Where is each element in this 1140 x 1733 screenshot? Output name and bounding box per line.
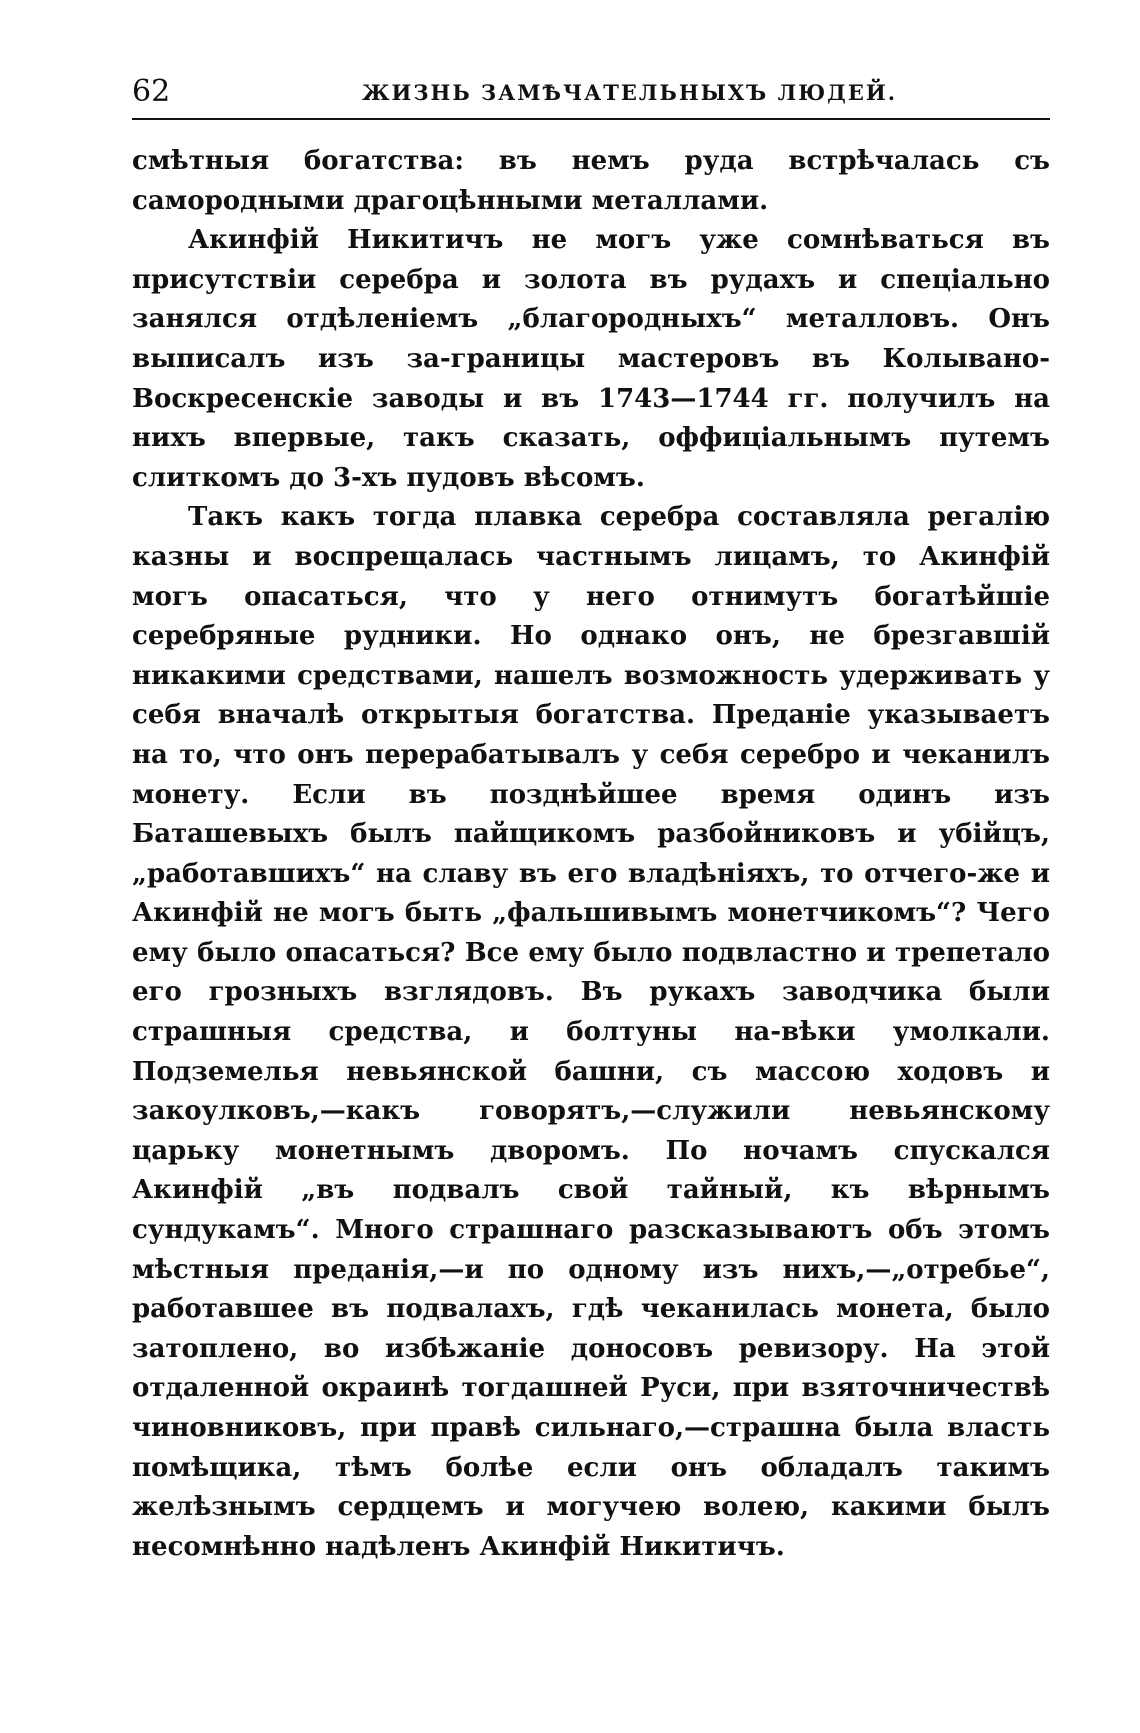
header-rule bbox=[132, 118, 1050, 120]
running-head: ЖИЗНЬ ЗАМѢЧАТЕЛЬНЫХЪ ЛЮДЕЙ. bbox=[362, 80, 898, 105]
body-text bbox=[132, 142, 1050, 1567]
paragraph: Такъ какъ тогда плавка серебра составляла регалію казны и воспрещалась частнымъ лицамъ, то Акинфій могъ опасаться, что у него отнимутъ богатѣйшіе серебряные рудники. Но однако онъ, не брезгавшій никакими средствами, нашелъ возможность удерживать у себя вначалѣ открытыя богатства. Преданіе указываетъ на то, что онъ перерабатывалъ у себя серебро и чеканилъ монету. Если въ позднѣйшее время одинъ изъ Баташевыхъ былъ пайщикомъ разбойниковъ и убійцъ, „работавшихъ“ на славу въ его владѣніяхъ, то отчего-же и Акинфій не могъ быть „фальшивымъ монетчикомъ“? Чего ему было опасаться? Все ему было подвластно и трепетало его грозныхъ взглядовъ. Въ рукахъ заводчика были страшныя средства, и болтуны на-вѣки умолкали. Подземелья невьянской башни, съ массою ходовъ и закоулковъ,—какъ говорятъ,—служили невьянскому царьку монетнымъ дворомъ. По ночамъ спускался Акинфій „въ подвалъ свой тайный, къ вѣрнымъ сундукамъ“. Много страшнаго разсказываютъ объ этомъ мѣстныя преданія,—и по одному изъ нихъ,—„отребье“, работавшее въ подвалахъ, гдѣ чеканилась монета, было затоплено, во избѣжаніе доносовъ ревизору. На этой отдаленной окраинѣ тогдашней Руси, при взяточничествѣ чиновниковъ, при правѣ сильнаго,—страшна была власть помѣщика, тѣмъ болѣе если онъ обладалъ такимъ желѣзнымъ сердцемъ и могучею волею, какими былъ несомнѣнно надѣленъ Акинфій Никитичъ. bbox=[132, 502, 1050, 1562]
paragraph-continuation: смѣтныя богатства: въ немъ руда встрѣчалась съ самородными драгоцѣнными металлами. bbox=[132, 146, 1050, 216]
page-number: 62 bbox=[132, 74, 171, 109]
page-header bbox=[132, 74, 1050, 118]
paragraph: Акинфій Никитичъ не могъ уже сомнѣваться въ присутствіи серебра и золота въ рудахъ и спеціально занялся отдѣленіемъ „благородныхъ“ металловъ. Онъ выписалъ изъ за-границы мастеровъ въ Колывано-Воскресенскіе заводы и въ 1743—1744 гг. получилъ на нихъ впервые, такъ сказать, оффиціальнымъ путемъ слиткомъ до 3-хъ пудовъ вѣсомъ. bbox=[132, 225, 1050, 493]
